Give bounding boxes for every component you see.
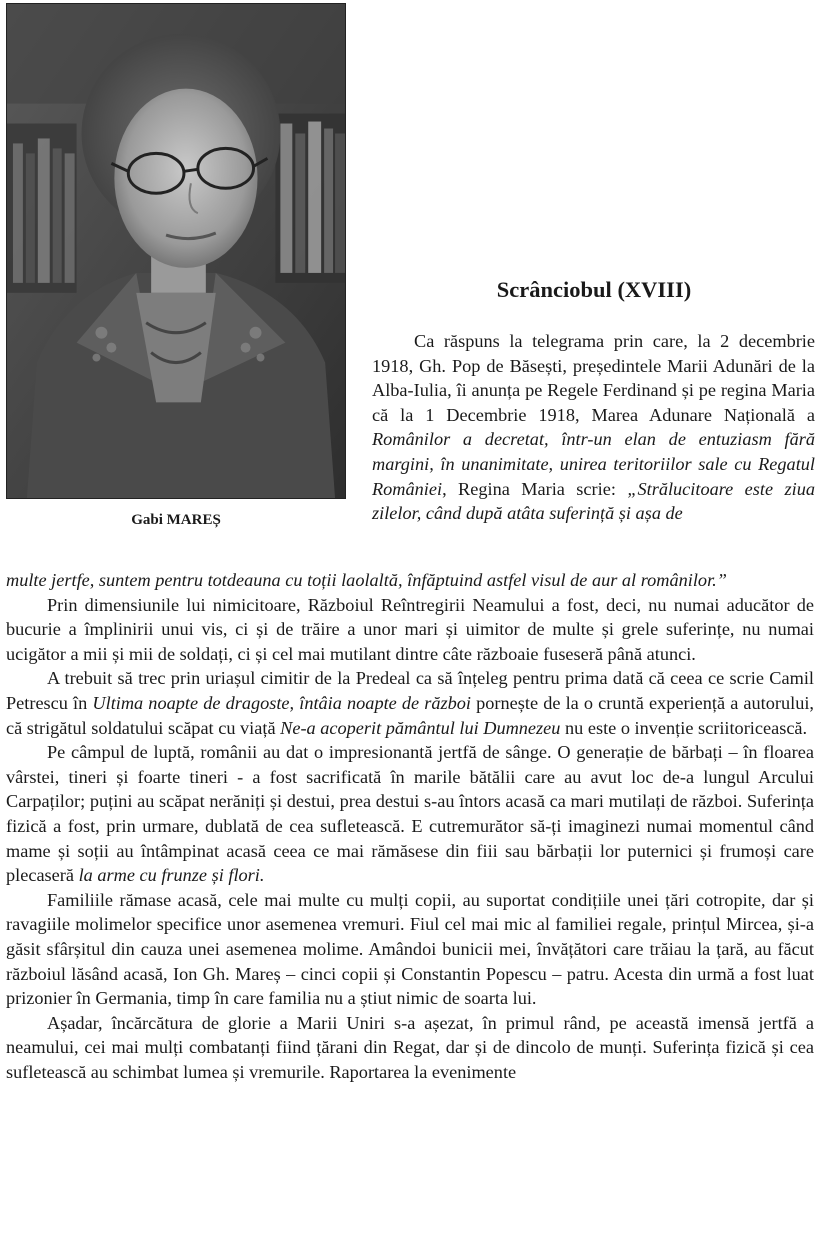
author-photo <box>6 3 346 499</box>
intro-quote-2: „Strălucitoare este ziua zilelor, când după atâta suferință și așa de <box>372 478 815 524</box>
intro-quote-continuation: multe jertfe, suntem pentru totdeauna cu toții laolaltă, înfăptuind astfel visul de aur al românilor.” <box>6 570 727 590</box>
paragraph-4: Familiile rămase acasă, cele mai multe cu mulți copii, au suportat condițiile unei țări cotropite, dar și ravagiile molimelor specifice unor asemenea vremuri. Fiul cel mai mic al familiei regale, prințul Mircea, și-a găsit sfârșitul din cauza unei asemenea molime. Amândoi bunicii mei, învățători care trăiau la țară, au făcut războiul lăsând acasă, Ion Gh. Mareș – cinci copii și Constantin Popescu – patru. Acesta din urmă a fost luat prizonier în Germania, timp în care familia nu a știut nimic de soarta lui. <box>6 889 814 1009</box>
article-body <box>6 568 814 1084</box>
paragraph-2 <box>6 666 814 740</box>
p2-quote: Ne-a acoperit pământul lui Dumnezeu <box>280 717 561 738</box>
p2-text-2: pornește de la o cruntă experiență a autorului, că strigătul soldatului scăpat cu viață <box>6 692 814 738</box>
photo-caption: Gabi MAREȘ <box>131 512 221 528</box>
article-title: Scrânciobul (XVIII) <box>496 277 692 302</box>
intro-quote-1: Românilor a decretat, într-un elan de entuziasm fără margini, în unanimitate, unirea teritoriilor sale cu Regatul României <box>372 429 815 499</box>
p3-quote: la arme cu frunze și flori. <box>78 865 265 886</box>
intro-paragraph <box>372 329 815 526</box>
intro-text-2: , Regina Maria scrie: <box>442 478 628 499</box>
paragraph-1: Prin dimensiunile lui nimicitoare, Războiul Reîntregirii Neamului a fost, deci, nu numai aducător de bucurie a împlinirii unui vis, ci și de trăire a unor mari și uimitor de multe și grele suferințe, nu numai ucigător a mii și mii de soldați, ci și cel mai mutilant dintre câte războaie fuseseră până atunci. <box>6 594 814 664</box>
paragraph-5: Așadar, încărcătura de glorie a Marii Uniri s-a așezat, în primul rând, pe această imensă jertfă a neamului, cei mai mulți combatanți fiind țărani din Regat, dar și de dincolo de munți. Suferința fizică și cea sufletească au schimbat lumea și vremurile. Raportarea la evenimente <box>6 1012 814 1082</box>
p2-text-3: nu este o invenție scriitoricească. <box>560 717 808 738</box>
p3-text: Pe câmpul de luptă, românii au dat o impresionantă jertfă de sânge. O generație de bărbați – în floarea vârstei, tineri și foarte tineri - a fost sacrificată în marile bătălii care au avut loc de-a lungul Arcului Carpaților; puțini au scăpat nerăniți și destui, prea destui s-au întors acasă ca mari mutilați de război. Suferința fizică a fost, prin urmare, dublată de cea sufletească. E cutremurător să-ți imaginezi numai momentul când mame și soții au întâmpinat acasă ceea ce mai rămăsese din fiii sau bărbații lor puternici și frumoși care plecaseră <box>6 742 814 886</box>
intro-text-1: Ca răspuns la telegrama prin care, la 2 decembrie 1918, Gh. Pop de Băsești, președintele Marii Adunări de la Alba-Iulia, îi anunța pe Regele Ferdinand și pe regina Maria că la 1 Decembrie 1918, Marea Adunare Națională a <box>372 331 815 425</box>
paragraph-3 <box>6 740 814 888</box>
p2-book-title: Ultima noapte de dragoste, întâia noapte de război <box>92 692 472 713</box>
p2-text-1: A trebuit să trec prin uriașul cimitir de la Predeal ca să înțeleg pentru prima dată că ceea ce scrie Camil Petrescu în <box>6 668 814 713</box>
portrait-image <box>7 4 345 498</box>
